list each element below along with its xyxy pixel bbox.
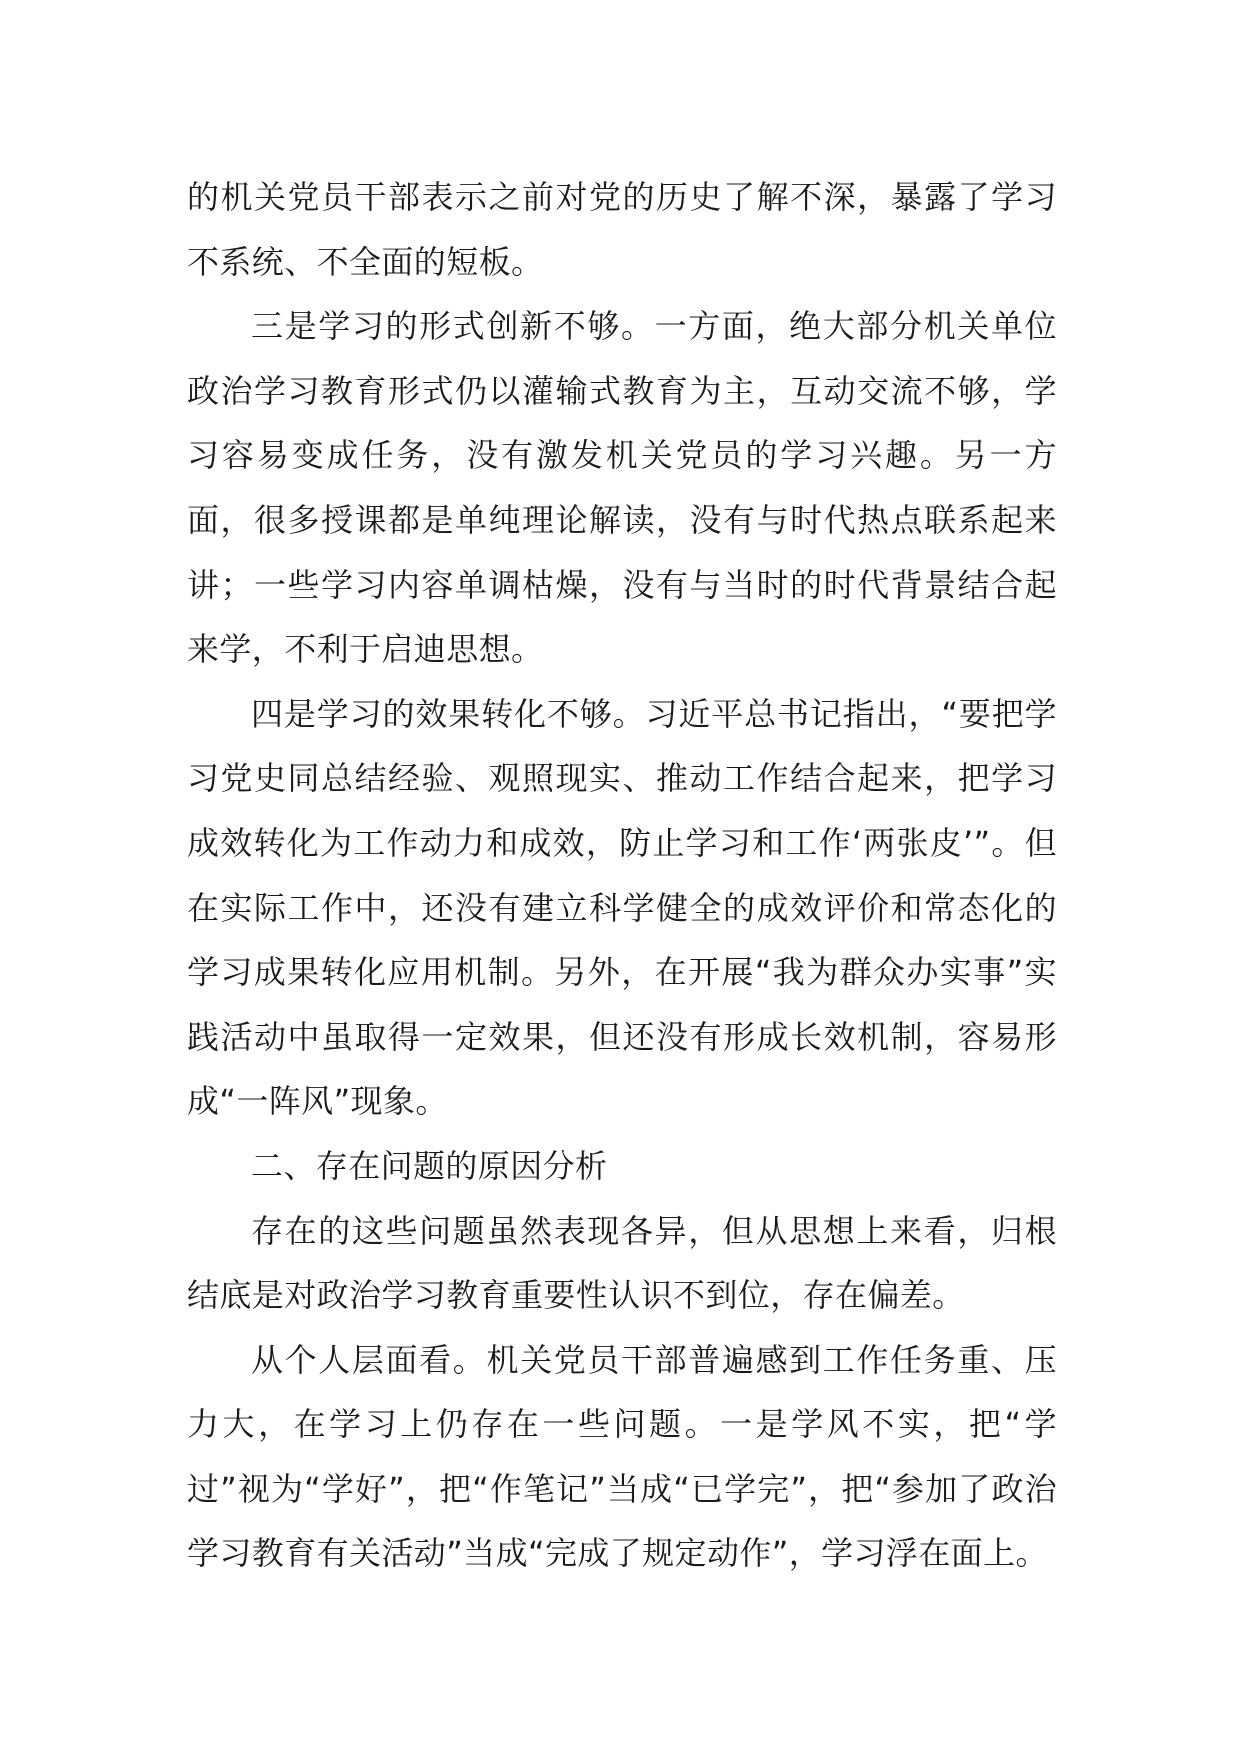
- paragraph-point-three: 三是学习的形式创新不够。一方面，绝大部分机关单位政治学习教育形式仍以灌输式教育为主，互动交流不够，学习容易变成任务，没有激发机关党员的学习兴趣。另一方面，很多授课都是单纯理论解读，没有与时代热点联系起来讲；一些学习内容单调枯燥，没有与当时的时代背景结合起来学，不利于启迪思想。: [187, 307, 1057, 669]
- paragraph-point-four: 四是学习的效果转化不够。习近平总书记指出，“要把学习党史同总结经验、观照现实、推动工作结合起来，把学习成效转化为工作动力和成效，防止学习和工作‘两张皮’”。但在实际工作中，还没有建立科学健全的成效评价和常态化的学习成果转化应用机制。另外，在开展“我为群众办实事”实践活动中虽取得一定效果，但还没有形成长效机制，容易形成“一阵风”现象。: [187, 694, 1057, 1121]
- paragraph-continuation: 的机关党员干部表示之前对党的历史了解不深，暴露了学习不系统、不全面的短板。: [187, 178, 1057, 281]
- paragraph-cause-summary: 存在的这些问题虽然表现各异，但从思想上来看，归根结底是对政治学习教育重要性认识不到位，存在偏差。: [187, 1211, 1057, 1315]
- section-heading-cause-analysis: 二、存在问题的原因分析: [251, 1146, 608, 1185]
- paragraph-individual-level: 从个人层面看。机关党员干部普遍感到工作任务重、压力大，在学习上仍存在一些问题。一是学风不实，把“学过”视为“学好”，把“作笔记”当成“已学完”，把“参加了政治学习教育有关活动”当成“完成了规定动作”，学习浮在面上。: [187, 1340, 1057, 1573]
- document-body: [187, 165, 1057, 1586]
